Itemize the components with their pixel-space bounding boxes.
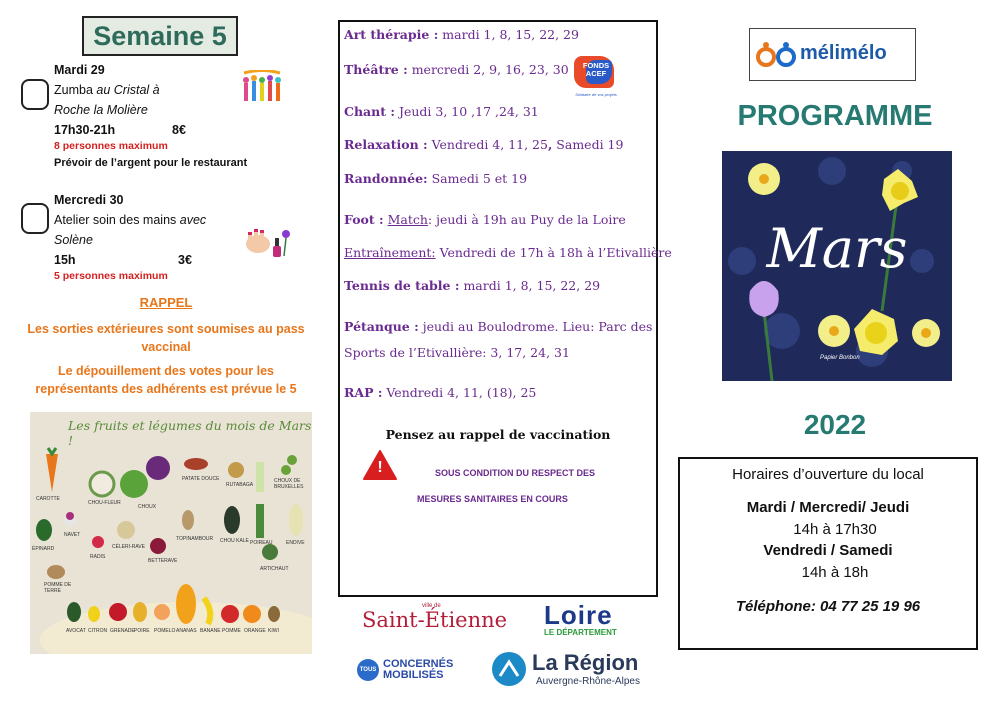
melimelo-text: mélimélo [800, 42, 887, 64]
fonds-logo-line1: FONDS [582, 61, 610, 70]
saint-etienne-prefix: ville de [422, 603, 441, 609]
program-label: RAP : [344, 385, 383, 400]
event2-limit: 5 personnes maximum [54, 270, 168, 282]
month-title: Mars [766, 217, 908, 280]
program-line-relaxation [344, 137, 623, 152]
event1-location: au Cristal à [96, 83, 160, 97]
event1-checkbox[interactable] [21, 79, 49, 110]
hours-time2: 14h à 18h [801, 564, 869, 581]
program-dates: mercredi 2, 9, 16, 23, 30 [407, 62, 569, 77]
program-label: Randonnée: [344, 171, 428, 186]
vote-line2: représentants des adhérents est prévue le 5 [35, 382, 297, 396]
program-dates: : jeudi à 19h au Puy de la Loire [427, 212, 626, 227]
flower-icon [282, 230, 290, 256]
poster-label: POMME [222, 628, 241, 634]
hand-icon [246, 229, 270, 253]
dancers-icon [243, 71, 281, 102]
event2-time: 15h [54, 253, 76, 267]
condition-line2: MESURES SANITAIRES EN COURS [417, 494, 568, 504]
program-dates: Samedi 5 et 19 [427, 171, 528, 186]
vote-text [0, 362, 332, 398]
poster-label: RUTABAGA [226, 482, 254, 488]
hours-days1: Mardi / Mercredi/ Jeudi [746, 499, 910, 516]
event1-activity: Zumba [54, 83, 97, 97]
warning-icon [362, 449, 398, 481]
loire-subtitle: LE DÉPARTEMENT [544, 628, 617, 637]
vote-line1: Le dépouillement des votes pour les [57, 364, 275, 378]
poster-label: POMME DE TERRE [44, 582, 72, 594]
program-line-chant [344, 104, 539, 119]
region-text: La Région [532, 650, 639, 675]
program-line-rap [344, 385, 536, 400]
event1-time: 17h30-21h [54, 123, 116, 137]
program-line-petanque [344, 319, 652, 334]
poster-label: AVOCAT [66, 628, 86, 634]
saint-etienne-text: Saint-Étienne [362, 608, 508, 632]
poster-label: TOPINAMBOUR [176, 536, 214, 542]
program-line-petanque-2 [344, 345, 570, 360]
large-daffodil-icon [854, 309, 898, 355]
hours-time1: 14h à 17h30 [793, 521, 877, 538]
event2-checkbox[interactable] [21, 203, 49, 234]
program-line-art-therapie [344, 27, 579, 42]
match-link[interactable]: Match [387, 212, 428, 227]
poster-label: ARTICHAUT [260, 566, 289, 572]
condition-line1: SOUS CONDITION DU RESPECT DES [435, 468, 596, 478]
warning-symbol: ! [377, 459, 383, 476]
program-separator: , [547, 137, 553, 152]
event2-host: Solène [54, 233, 93, 247]
poster-label: CHOUX [138, 504, 157, 510]
month-credit: Papier Bonbon [820, 355, 860, 361]
program-dates: Vendredi de 17h à 18h à l’Etivallière [435, 245, 672, 260]
program-label: Théâtre : [344, 62, 408, 77]
program-dates: mardi 1, 8, 15, 22, 29 [459, 278, 601, 293]
poster-label: PATATE DOUCE [182, 476, 220, 482]
program-dates: Vendredi 4, 11, (18), 25 [382, 385, 537, 400]
program-dates: jeudi au Boulodrome. Lieu: Parc des [418, 319, 653, 334]
concernes-line2: MOBILISÉS [383, 669, 444, 681]
poster-label: ANANAS [176, 628, 197, 634]
program-line-randonnee [344, 171, 527, 186]
event2-block [54, 190, 206, 270]
melimelo-people-icon [756, 39, 796, 71]
poster-label: POIREAU [250, 540, 273, 546]
opening-hours-box [678, 457, 978, 650]
event2-with: avec [179, 213, 207, 227]
region-mountain-icon [492, 652, 526, 686]
event1-day: Mardi 29 [54, 63, 105, 77]
poster-label: ÉPINARD [32, 546, 55, 552]
poster-label: CITRON [88, 628, 108, 634]
event2-activity: Atelier soin des mains [54, 213, 180, 227]
entrainement-link[interactable]: Entraînement: [344, 245, 436, 260]
event1-note: Prévoir de l’argent pour le restaurant [54, 157, 248, 169]
program-dates-2: Samedi 19 [552, 137, 624, 152]
nail-polish-icon [273, 238, 281, 257]
zumba-illustration [240, 70, 284, 106]
poster-label: RADIS [90, 554, 106, 560]
fonds-logo-line2: ACEF [585, 69, 607, 78]
event2-price: 3€ [178, 253, 192, 267]
program-label: Chant : [344, 104, 395, 119]
program-label: Art thérapie : [344, 27, 439, 42]
program-label: Pétanque : [344, 319, 419, 334]
program-line-tennis [344, 278, 600, 293]
poster-label: CHOUX DE BRUXELLES [274, 478, 304, 490]
poster-label: POMELO [154, 628, 176, 634]
program-dates: mardi 1, 8, 15, 22, 29 [438, 27, 579, 42]
vaccination-reminder: Pensez au rappel de vaccination [385, 427, 611, 442]
event1-location2: Roche la Molière [54, 103, 148, 117]
program-dates: Jeudi 3, 10 ,17 ,24, 31 [394, 104, 539, 119]
week-title: Semaine 5 [82, 16, 238, 56]
poster-label: BETTERAVE [148, 558, 178, 564]
program-dates: Sports de l’Etivallière: 3, 17, 24, 31 [344, 345, 570, 360]
poster-label: POIRE [134, 628, 150, 634]
poster-label: CHOU KALE [220, 538, 249, 544]
year-title: 2022 [803, 409, 867, 440]
program-label: Foot : [344, 212, 384, 227]
hours-title: Horaires d’ouverture du local [732, 466, 924, 483]
fonds-logo-tagline: Solidaire de vos projets [575, 92, 617, 97]
loire-text: Loire [544, 600, 613, 630]
fonds-acef-logo [568, 56, 624, 102]
poster-label: KIWI [268, 628, 279, 634]
poster-label: NAVET [64, 532, 81, 538]
rappel-text [0, 320, 332, 356]
mars-illustration [722, 151, 952, 381]
loire-logo [544, 602, 617, 637]
poster-label: ENDIVE [286, 540, 305, 546]
fruits-vegetables-poster [30, 412, 312, 654]
hours-phone: Téléphone: 04 77 25 19 96 [735, 598, 921, 615]
event2-day: Mercredi 30 [54, 193, 124, 207]
concernes-line1: CONCERNÉS [383, 658, 454, 670]
poster-title: Les fruits et légumes du mois de Mars ! [68, 418, 312, 448]
event1-price: 8€ [172, 123, 186, 137]
program-dates: Vendredi 4, 11, 25 [427, 137, 548, 152]
hours-days2: Vendredi / Samedi [763, 542, 893, 559]
program-label: Tennis de table : [344, 278, 460, 293]
program-label: Relaxation : [344, 137, 428, 152]
poster-label: CÉLERI-RAVE [112, 544, 145, 550]
programme-title: PROGRAMME [737, 100, 933, 132]
rappel-line2: vaccinal [141, 340, 191, 354]
program-line-entrainement [344, 245, 672, 260]
melimelo-logo [749, 28, 916, 81]
concernes-badge: TOUS [357, 659, 379, 681]
handcare-illustration [242, 224, 292, 260]
poster-label: CHOU-FLEUR [88, 500, 121, 506]
region-subtitle: Auvergne-Rhône-Alpes [536, 676, 640, 687]
rappel-title: RAPPEL [139, 295, 193, 310]
poster-label: CAROTTE [36, 496, 60, 502]
poster-label: GRENADE [110, 628, 135, 634]
poster-label: BANANE [200, 628, 221, 634]
program-line-theatre [344, 62, 569, 77]
event1-limit: 8 personnes maximum [54, 140, 168, 152]
poster-label: ORANGE [244, 628, 266, 634]
event1-block [54, 60, 186, 140]
rappel-line1: Les sorties extérieures sont soumises au pass [27, 322, 305, 336]
program-line-foot [344, 212, 626, 227]
